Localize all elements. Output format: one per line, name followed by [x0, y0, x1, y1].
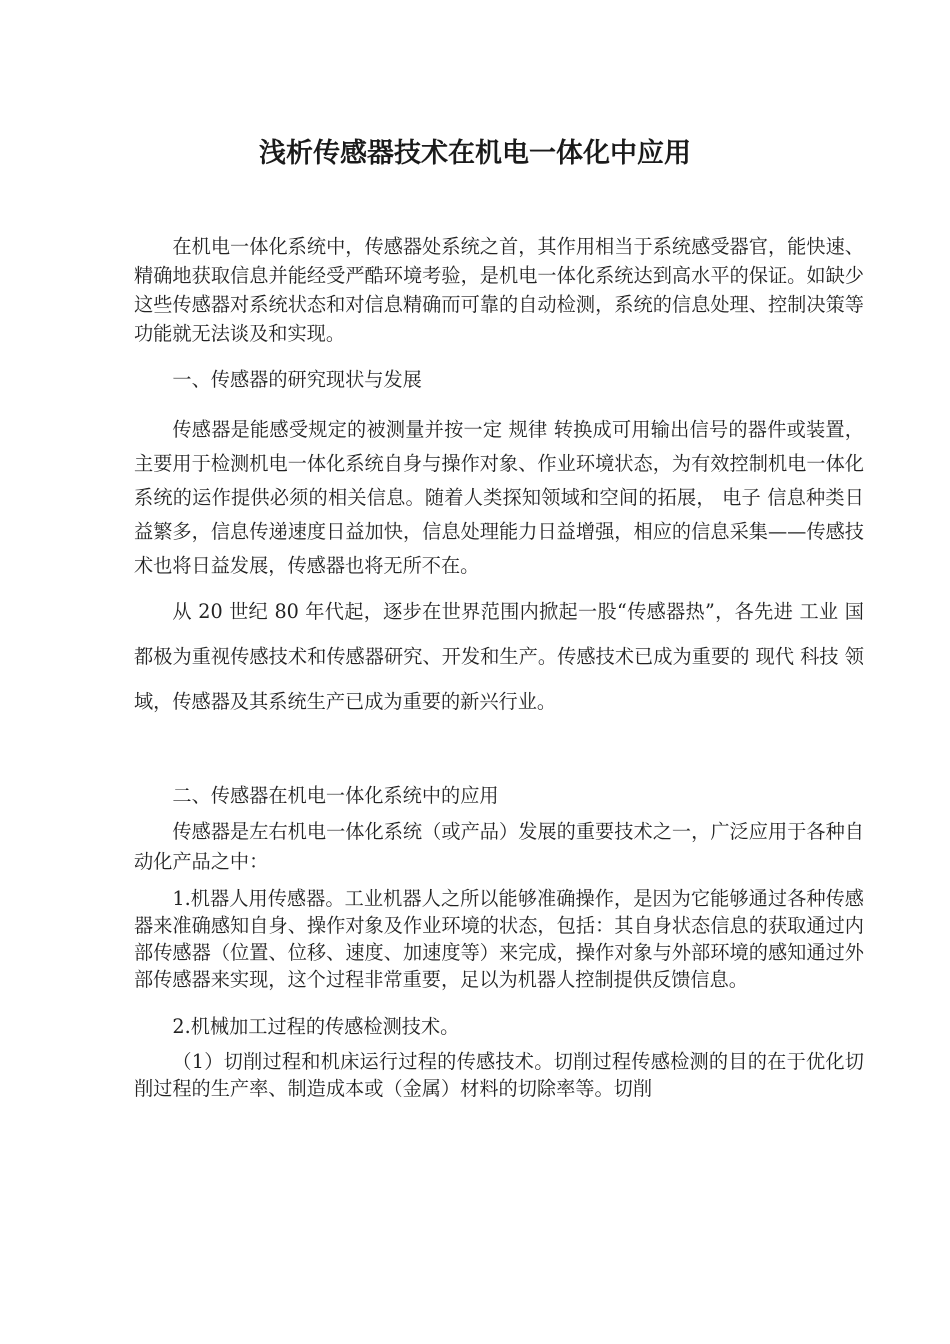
paragraph-application: 传感器是左右机电一体化系统（或产品）发展的重要技术之一，广泛应用于各种自动化产品之中： [134, 820, 864, 873]
document-title: 浅析传感器技术在机电一体化中应用 [259, 138, 691, 169]
section-heading-1: 一、传感器的研究现状与发展 [172, 368, 422, 391]
paragraph-research: 传感器是能感受规定的被测量并按一定 规律 转换成可用输出信号的器件或装置，主要用于检测机电一体化系统自身与操作对象、作业环境状态，为有效控制机电一体化系统的运作提供必须的相关信息。随着人类探知领域和空间的拓展， 电子 信息种类日益繁多，信息传递速度日益加快，信息处理能力日益增强，相应的信息采集——传感技术也将日益发展，传感器也将无所不在。 [134, 418, 864, 577]
paragraph-machining: 2.机械加工过程的传感检测技术。 [172, 1015, 460, 1038]
paragraph-intro: 在机电一体化系统中，传感器处系统之首，其作用相当于系统感受器官，能快速、精确地获取信息并能经受严酷环境考验，是机电一体化系统达到高水平的保证。如缺少这些传感器对系统状态和对信息精确而可靠的自动检测，系统的信息处理、控制决策等功能就无法谈及和实现。 [134, 235, 864, 345]
paragraph-history: 从 20 世纪 80 年代起，逐步在世界范围内掀起一股“传感器热”，各先进 工业 国都极为重视传感技术和传感器研究、开发和生产。传感技术已成为重要的 现代 科技 领域，传感器及其系统生产已成为重要的新兴行业。 [134, 600, 864, 713]
section-heading-2: 二、传感器在机电一体化系统中的应用 [172, 784, 499, 807]
paragraph-cutting: （1）切削过程和机床运行过程的传感技术。切削过程传感检测的目的在于优化切削过程的生产率、制造成本或（金属）材料的切除率等。切削 [134, 1050, 864, 1100]
paragraph-robot-sensors: 1.机器人用传感器。工业机器人之所以能够准确操作，是因为它能够通过各种传感器来准确感知自身、操作对象及作业环境的状态，包括：其自身状态信息的获取通过内部传感器（位置、位移、速度、加速度等）来完成，操作对象与外部环境的感知通过外部传感器来实现，这个过程非常重要，足以为机器人控制提供反馈信息。 [134, 887, 864, 991]
document-body [134, 232, 864, 1102]
